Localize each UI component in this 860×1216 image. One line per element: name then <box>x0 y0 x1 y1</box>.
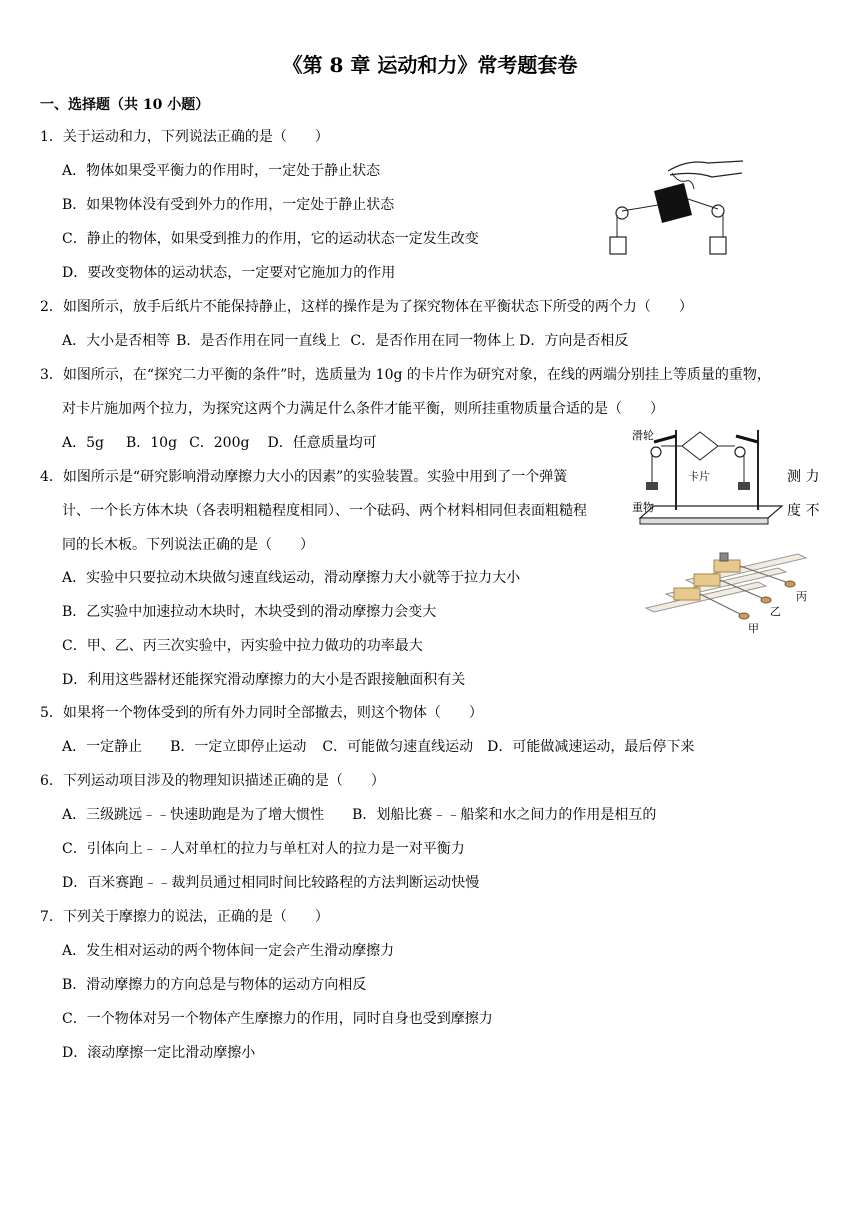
q5-option-d: D．可能做减速运动，最后停下来 <box>487 739 695 755</box>
q4-option-c: C．甲、乙、丙三次实验中，丙实验中拉力做功的功率最大 <box>62 638 423 654</box>
q4-stem-line3: 同的长木板。下列说法正确的是（ ） <box>62 537 314 553</box>
q3-stem-line2: 对卡片施加两个拉力，为探究这两个力满足什么条件才能平衡，则所挂重物质量合适的是（ ） <box>62 401 664 417</box>
q2-stem: 2．如图所示，放手后纸片不能保持静止，这样的操作是为了探究物体在平衡状态下所受的两个力（ ） <box>40 299 693 315</box>
figure-balance-apparatus <box>630 422 790 532</box>
label-bing: 丙 <box>796 590 807 603</box>
q6-stem: 6．下列运动项目涉及的物理知识描述正确的是（ ） <box>40 773 385 789</box>
label-card: 卡片 <box>688 470 710 483</box>
q1-option-a: A．物体如果受平衡力的作用时，一定处于静止状态 <box>62 163 381 179</box>
q7-stem: 7．下列关于摩擦力的说法，正确的是（ ） <box>40 909 329 925</box>
q4-stem-line1b: 测 力 <box>787 469 820 485</box>
q7-option-d: D．滚动摩擦一定比滑动摩擦小 <box>62 1045 256 1061</box>
q2-option-d: D．方向是否相反 <box>519 333 629 349</box>
q4-stem-line1a: 4．如图所示是“研究影响滑动摩擦力大小的因素”的实验装置。实验中用到了一个弹簧 <box>40 469 568 485</box>
figure-card-pulleys <box>608 153 748 258</box>
q4-option-b: B．乙实验中加速拉动木块时，木块受到的滑动摩擦力会变大 <box>62 604 437 620</box>
q7-option-c: C．一个物体对另一个物体产生摩擦力的作用，同时自身也受到摩擦力 <box>62 1011 493 1027</box>
q4-option-d: D．利用这些器材还能探究滑动摩擦力的大小是否跟接触面积有关 <box>62 672 466 688</box>
q5-option-c: C．可能做匀速直线运动 <box>322 739 474 755</box>
q5-options <box>62 737 694 757</box>
q4-stem-line2b: 度 不 <box>787 503 820 519</box>
q3-stem-line1: 3．如图所示，在“探究二力平衡的条件”时，选质量为 10g 的卡片作为研究对象，在线的两端分别挂上等质量的重物， <box>40 367 771 383</box>
page-title: 《第 8 章 运动和力》常考题套卷 <box>282 53 578 77</box>
label-yi: 乙 <box>770 605 781 618</box>
section-heading: 一、选择题（共 10 小题） <box>40 97 210 113</box>
q3-options <box>62 433 377 453</box>
q6-option-a: A．三级跳远﹣﹣快速助跑是为了增大惯性 <box>62 807 325 823</box>
q1-option-b: B．如果物体没有受到外力的作用，一定处于静止状态 <box>62 197 395 213</box>
figure-friction-experiments <box>640 550 825 635</box>
q4-stem-line2a: 计、一个长方体木块（各表明粗糙程度相同）、一个砝码、两个材料相同但表面粗糙程 <box>62 503 587 519</box>
q7-option-b: B．滑动摩擦力的方向总是与物体的运动方向相反 <box>62 977 367 993</box>
q6-option-d: D．百米赛跑﹣﹣裁判员通过相同时间比较路程的方法判断运动快慢 <box>62 875 480 891</box>
label-pulley: 滑轮 <box>632 429 654 442</box>
q1-option-d: D．要改变物体的运动状态，一定要对它施加力的作用 <box>62 265 396 281</box>
q6-option-b: B．划船比赛﹣﹣船桨和水之间力的作用是相互的 <box>352 807 657 823</box>
q3-option-b: B．10g <box>125 435 178 451</box>
q2-options <box>62 331 628 351</box>
q4-option-a: A．实验中只要拉动木块做匀速直线运动，滑动摩擦力大小就等于拉力大小 <box>62 570 521 586</box>
q2-option-c: C．是否作用在同一物体上 <box>350 333 516 349</box>
q3-option-a: A．5g <box>62 435 104 451</box>
q2-option-b: B．是否作用在同一直线上 <box>176 333 341 349</box>
label-weight: 重物 <box>632 501 654 514</box>
q5-option-b: B．一定立即停止运动 <box>170 739 307 755</box>
q5-option-a: A．一定静止 <box>62 739 143 755</box>
q7-option-a: A．发生相对运动的两个物体间一定会产生滑动摩擦力 <box>62 943 395 959</box>
q1-stem: 1．关于运动和力，下列说法正确的是（ ） <box>40 129 329 145</box>
q3-option-d: D．任意质量均可 <box>267 435 377 451</box>
q6-option-c: C．引体向上﹣﹣人对单杠的拉力与单杠对人的拉力是一对平衡力 <box>62 841 465 857</box>
q5-stem: 5．如果将一个物体受到的所有外力同时全部撤去，则这个物体（ ） <box>40 705 483 721</box>
q1-option-c: C．静止的物体，如果受到推力的作用，它的运动状态一定发生改变 <box>62 231 479 247</box>
q3-option-c: C．200g <box>189 435 250 451</box>
q6-options-ab <box>62 805 656 825</box>
q2-option-a: A．大小是否相等 <box>62 333 171 349</box>
label-jia: 甲 <box>748 622 759 635</box>
